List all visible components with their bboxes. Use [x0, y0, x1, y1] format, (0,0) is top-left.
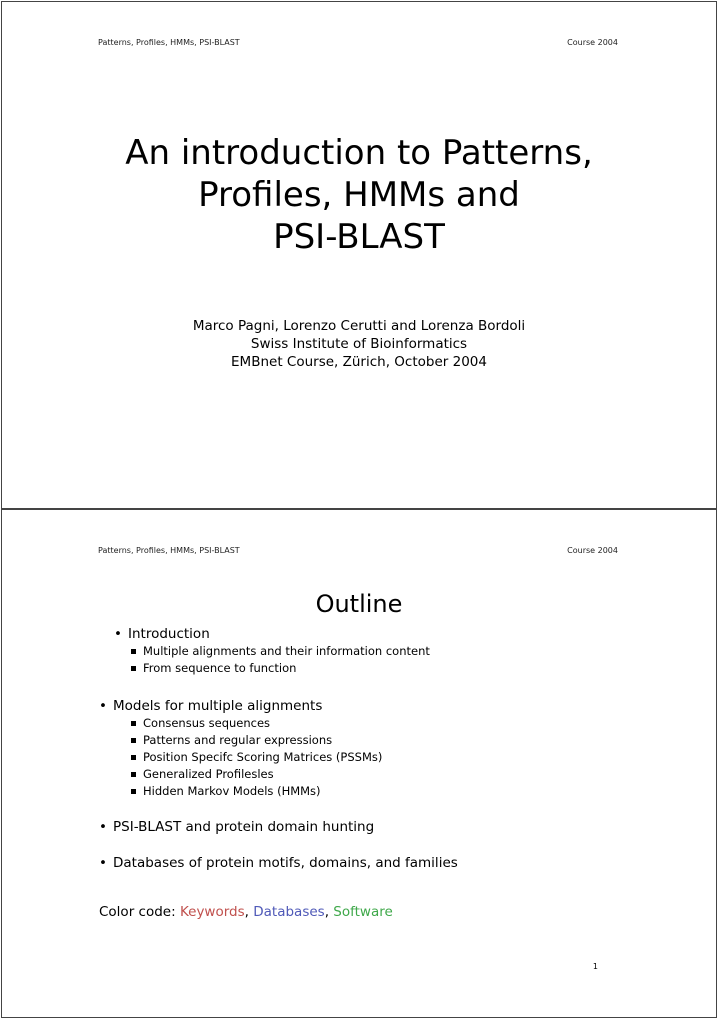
legend-separator: ,	[244, 904, 249, 920]
outline-title: Outline	[315, 590, 403, 618]
outline-section-introduction: • Introduction	[114, 625, 659, 643]
slide1-header-right: Course 2004	[567, 38, 618, 47]
outline-list	[99, 625, 659, 872]
databases-legend: Databases	[253, 904, 325, 920]
outline-subitem: Position Specifc Scoring Matrices (PSSMs)	[129, 749, 659, 766]
outline-slide	[1, 509, 717, 1018]
title-line-1: An introduction to Patterns,	[125, 133, 593, 173]
authors-line: Marco Pagni, Lorenzo Cerutti and Lorenza Bordoli	[192, 318, 526, 334]
authors-block	[2, 317, 716, 371]
outline-section-databases: • Databases of protein motifs, domains, and families	[99, 854, 659, 872]
outline-subitem: Patterns and regular expressions	[129, 732, 659, 749]
outline-section-models: • Models for multiple alignments	[99, 697, 659, 715]
outline-section-psiblast: • PSI-BLAST and protein domain hunting	[99, 818, 659, 836]
legend-separator: ,	[324, 904, 329, 920]
keywords-legend: Keywords	[179, 904, 245, 920]
slide1-header-left: Patterns, Profiles, HMMs, PSI-BLAST	[98, 38, 240, 47]
color-code-label: Color code:	[99, 904, 176, 920]
title-slide	[1, 1, 717, 509]
outline-subitem: Generalized Profilesles	[129, 766, 659, 783]
course-line: EMBnet Course, Zürich, October 2004	[231, 354, 487, 370]
title-line-3: PSI-BLAST	[273, 217, 445, 257]
outline-subitem: Hidden Markov Models (HMMs)	[129, 783, 659, 800]
page-number: 1	[592, 962, 598, 971]
slide2-header-right: Course 2004	[567, 546, 618, 555]
software-legend: Software	[333, 904, 393, 920]
slide-title	[2, 132, 716, 258]
outline-subitem: Consensus sequences	[129, 715, 659, 732]
outline-subitem: From sequence to function	[129, 660, 659, 677]
color-code-legend	[99, 904, 393, 920]
title-line-2: Profiles, HMMs and	[198, 175, 520, 215]
institute-line: Swiss Institute of Bioinformatics	[250, 336, 468, 352]
outline-subitem: Multiple alignments and their information content	[129, 643, 659, 660]
slide2-header-left: Patterns, Profiles, HMMs, PSI-BLAST	[98, 546, 240, 555]
